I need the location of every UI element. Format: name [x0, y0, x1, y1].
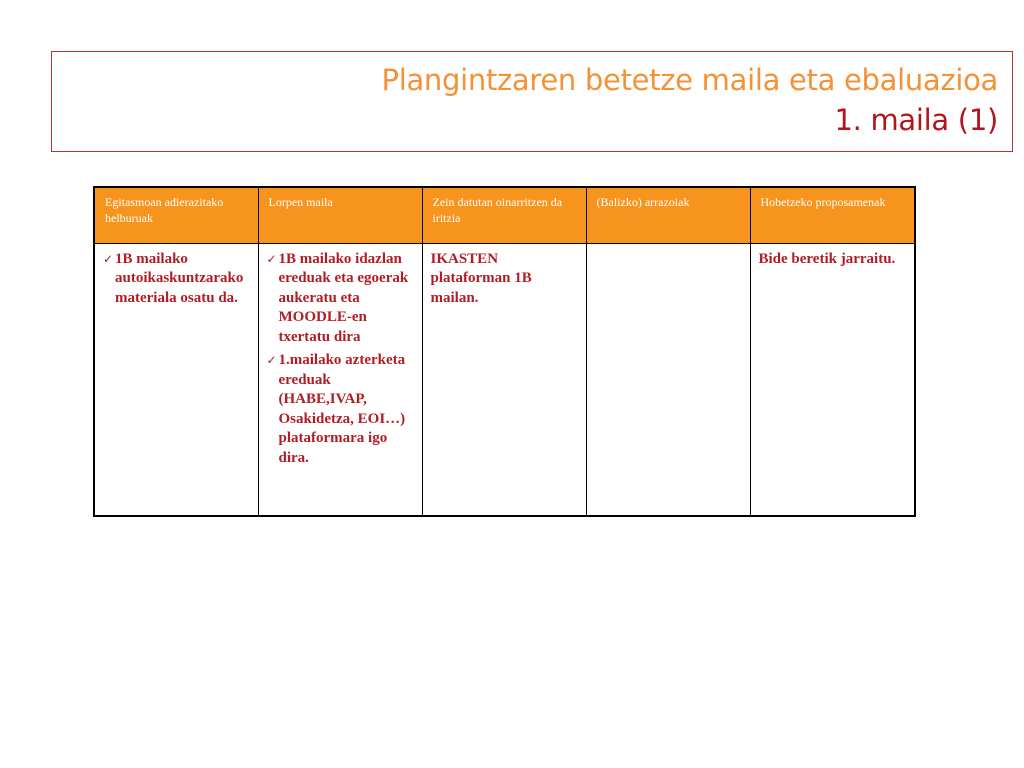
list-item-text: 1B mailako autoikaskuntzarako materiala osatu da.: [115, 250, 244, 306]
cell-evidence: IKASTEN plataforman 1B mailan.: [422, 243, 586, 516]
title-box: [51, 51, 1013, 152]
checkmark-icon: ✓: [103, 251, 114, 266]
slide-title: Plangintzaren betetze maila eta ebaluazioa: [381, 63, 998, 97]
evaluation-table: [93, 186, 916, 517]
header-evidence: Zein datutan oinarritzen da iritzia: [422, 187, 586, 243]
list-item-text: 1.mailako azterketa ereduak (HABE,IVAP, Osakidetza, EOI…) plataformara igo dira.: [278, 352, 406, 466]
table-header-row: [94, 187, 915, 243]
checkmark-icon: ✓: [266, 353, 277, 367]
list-item-text: 1B mailako idazlan ereduak eta egoerak aukeratu eta MOODLE-en txertatu dira: [278, 250, 409, 345]
list-item: [267, 250, 414, 348]
header-reasons: (Balizko) arrazoiak: [586, 187, 750, 243]
header-improvement-proposals: Hobetzeko proposamenak: [750, 187, 915, 243]
header-objectives: Egitasmoan adierazitako helburuak: [94, 187, 258, 243]
list-item: [267, 351, 414, 468]
header-achievement-level: Lorpen maila: [258, 187, 422, 243]
cell-objectives: [94, 243, 258, 516]
table-row: [94, 243, 915, 516]
checkmark-icon: ✓: [266, 251, 277, 266]
list-item: [103, 250, 250, 309]
cell-reasons: [586, 243, 750, 516]
cell-achievement-level: [258, 243, 422, 516]
cell-improvement-proposals: Bide beretik jarraitu.: [750, 243, 915, 516]
slide-subtitle: 1. maila (1): [834, 103, 998, 137]
